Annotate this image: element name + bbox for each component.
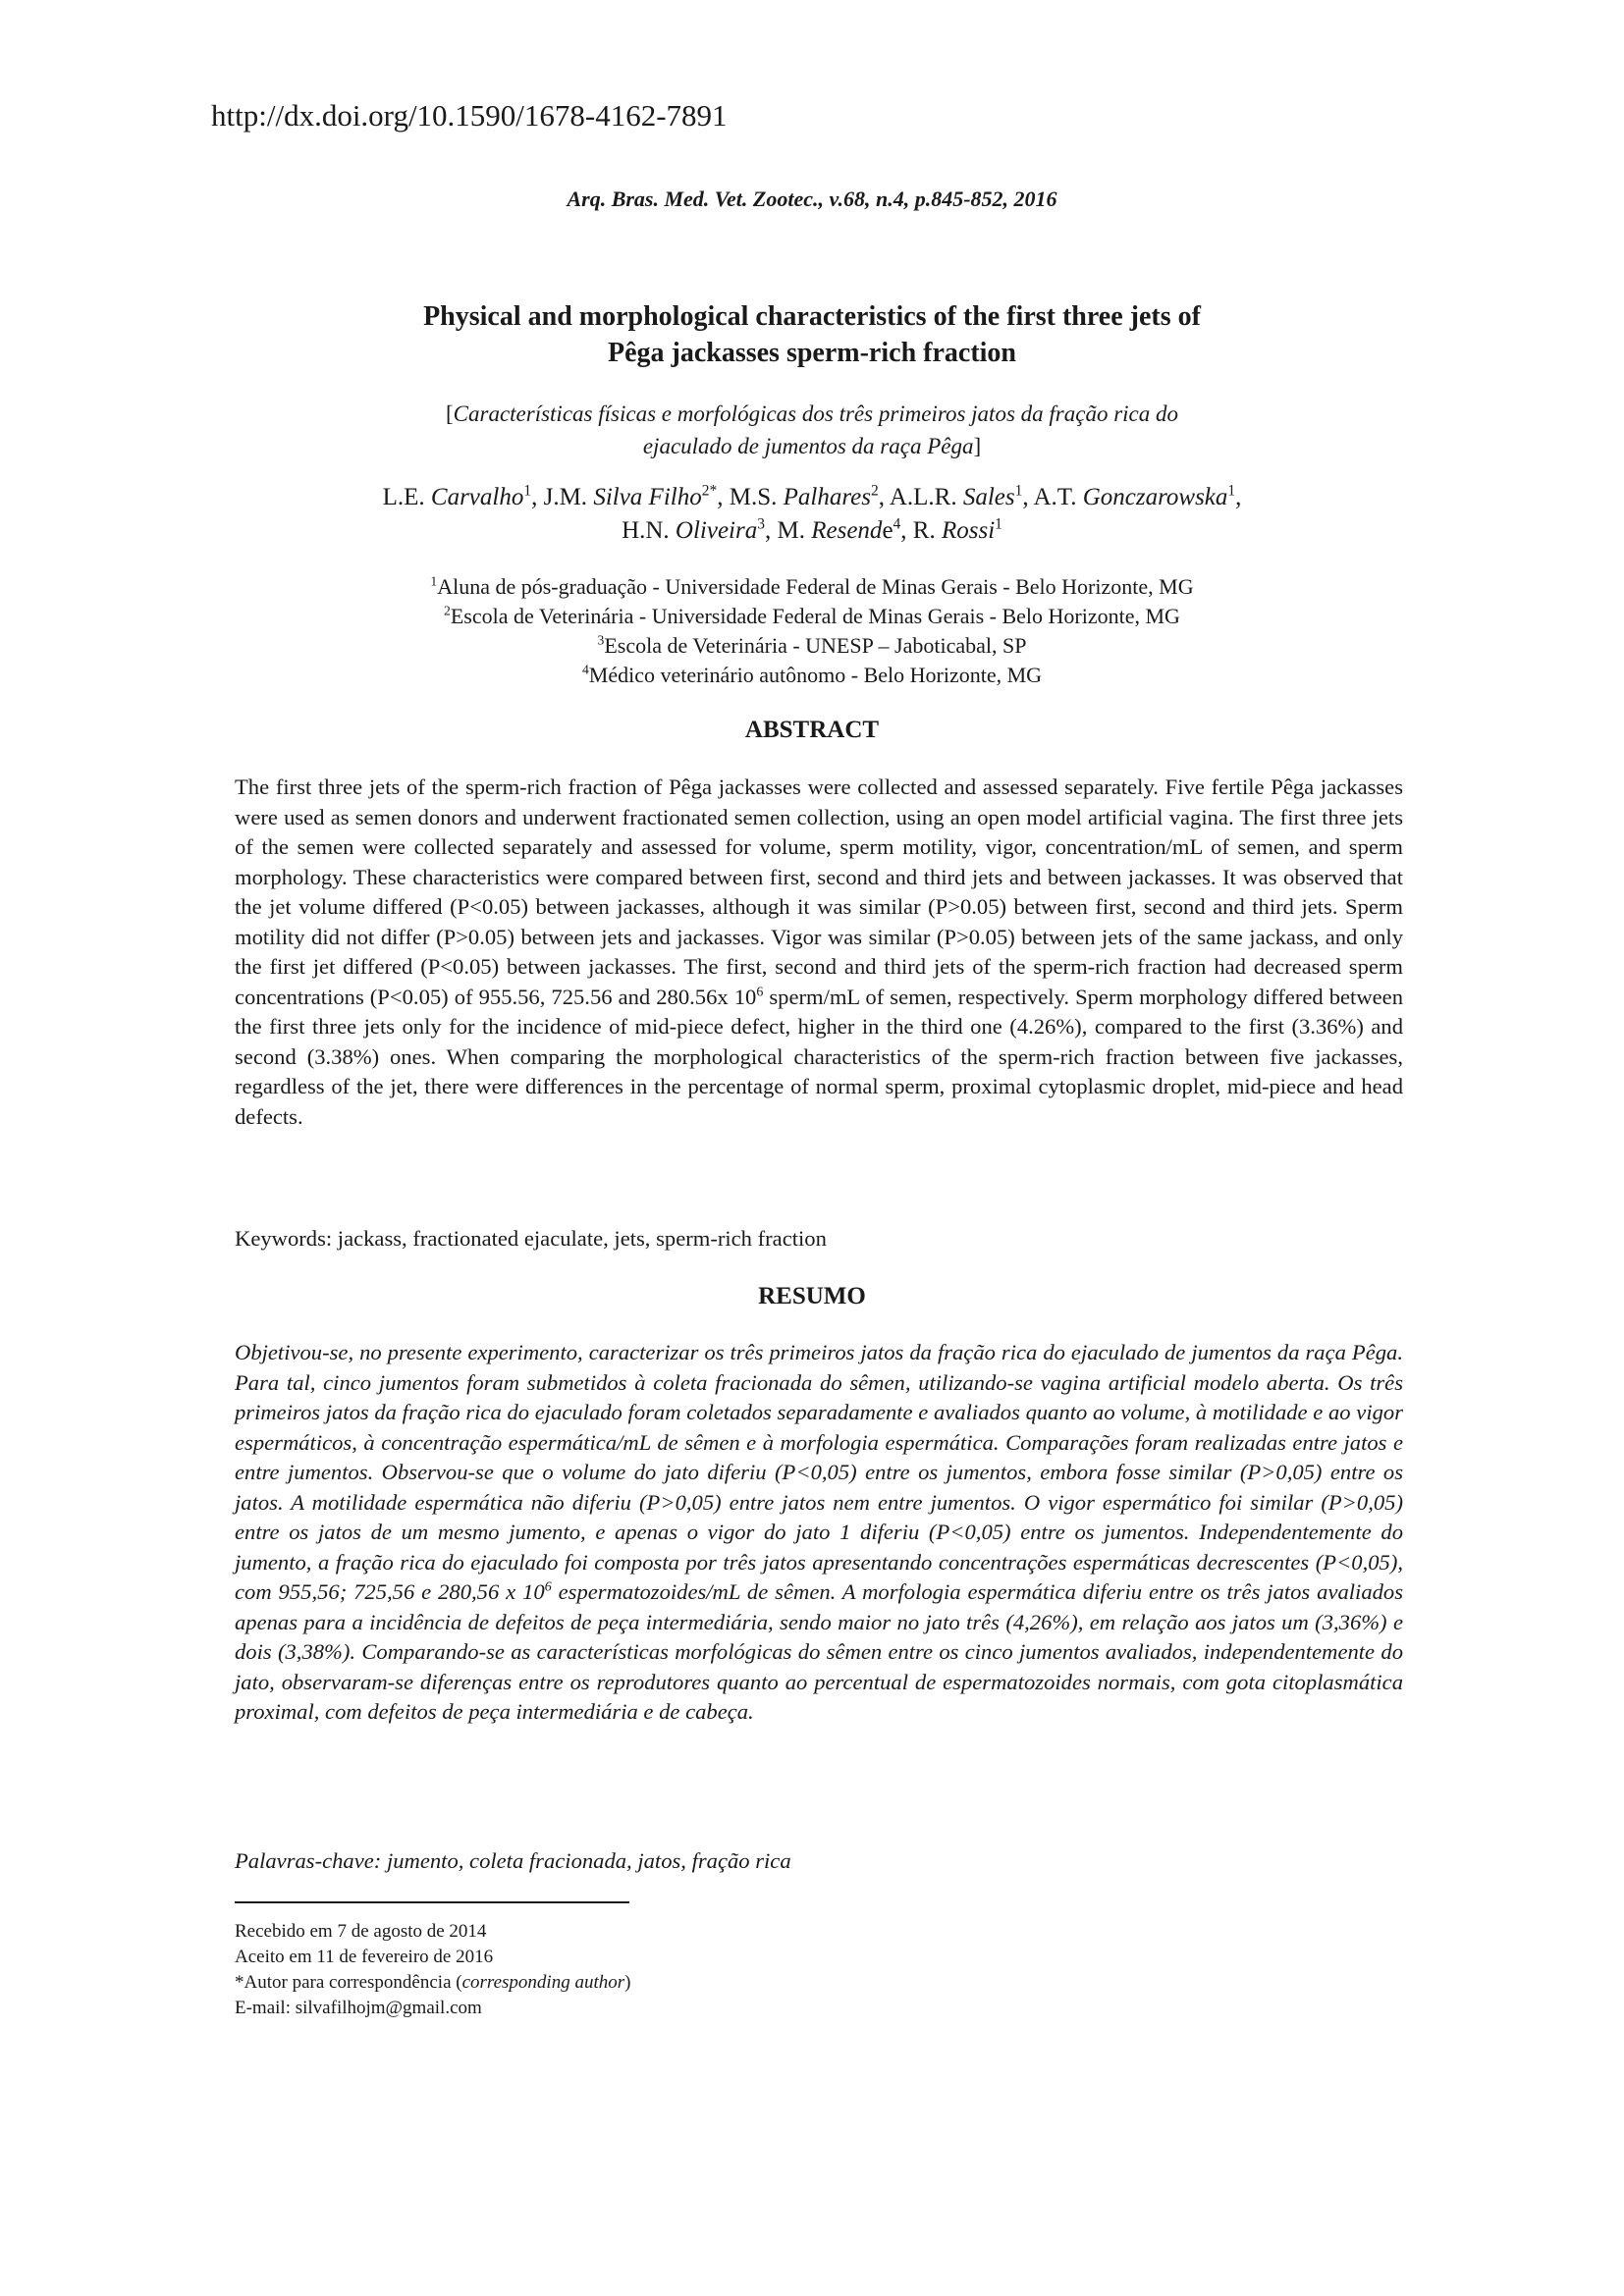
resumo-text: Objetivou-se, no presente experimento, caracterizar os três primeiros jatos da fração rica do ejaculado de jumentos da raça Pêga. Para tal, cinco jumentos foram submetidos à coleta fracionada do sêmen, utilizando-se vagina artificial modelo aberta. Os três primeiros jatos da fração rica do ejaculado foram coletados separadamente e avaliados quanto ao volume, à motilidade e ao vigor espermáticos, à concentração espermática/mL de sêmen e à morfologia espermática. Comparações foram realizadas entre jatos e entre jumentos. Observou-se que o volume do jato diferiu (P<0,05) entre os jumentos, embora fosse similar (P>0,05) entre os jatos. A motilidade espermática não diferiu (P>0,05) entre jatos nem entre jumentos. O vigor espermático foi similar (P>0,05) entre os jatos de um mesmo jumento, e apenas o vigor do jato 1 diferiu (P<0,05) entre os jumentos. Independentemente do jumento, a fração rica do ejaculado foi composta por três jatos apresentando concentrações espermáticas decrescentes (P<0,05), com 955,56; 725,56 e 280,56 x $10^6$ espermatozoides/mL de sêmen. A morfologia espermática diferiu entre os três jatos avaliados apenas para a incidência de defeitos de peça intermediária, sendo maior no jato três (4,26%), em relação aos jatos um (3,36%) e dois (3,38%). Comparando-se as características morfológicas do sêmen entre os cinco jumentos avaliados, independentemente do jato, observaram-se diferenças entre os reprodutores quanto ao percentual de espermatozoides normais, com gota citoplasmática proximal, com defeitos de peça intermediária e de cabeça. bbox=[235, 1340, 1404, 1724]
title-pt-line-2: ejaculado de jumentos da raça Pêga bbox=[642, 434, 974, 458]
affiliation-4: $^4$Médico veterinário autônomo - Belo Horizonte, MG bbox=[581, 662, 1043, 687]
author-line-1 bbox=[0, 481, 1624, 514]
abstract-heading: ABSTRACT bbox=[744, 717, 880, 743]
author: M. Resende$^4$, bbox=[777, 515, 913, 544]
received-date: Recebido em 7 de agosto de 2014 bbox=[235, 1921, 487, 1942]
accepted-date: Aceito em 11 de fevereiro de 2016 bbox=[235, 1947, 494, 1967]
affiliations bbox=[0, 572, 1624, 690]
author: A.T. Gonczarowska$^1$, bbox=[1033, 482, 1242, 510]
footnote-divider bbox=[235, 1901, 629, 1903]
abstract-keywords: Keywords: jackass, fractionated ejaculate, jets, sperm-rich fraction bbox=[235, 1226, 827, 1251]
author-list bbox=[0, 481, 1624, 548]
resumo-heading: RESUMO bbox=[758, 1283, 866, 1309]
corresponding-author-note: *Autor para correspondência (corresponding author) bbox=[235, 1972, 631, 1993]
journal-volume: , v.68, n.4, p.845-852, 2016 bbox=[818, 187, 1057, 211]
author: M.S. Palhares$^2$, bbox=[729, 482, 890, 510]
journal-name: Arq. Bras. Med. Vet. Zootec. bbox=[567, 187, 819, 211]
doi-link[interactable]: http://dx.doi.org/10.1590/1678-4162-7891 bbox=[211, 98, 728, 133]
title-line-2: Pêga jackasses sperm-rich fraction bbox=[607, 338, 1016, 368]
author: R. Rossi$^1$ bbox=[912, 515, 1002, 544]
resumo-keywords: Palavras-chave: jumento, coleta fracionada, jatos, fração rica bbox=[235, 1848, 791, 1873]
affiliation-3: $^3$Escola de Veterinária - UNESP – Jaboticabal, SP bbox=[597, 632, 1027, 658]
author: J.M. Silva Filho$^{2*}$, bbox=[543, 482, 730, 510]
title-pt-line-1: Características físicas e morfológicas dos três primeiros jatos da fração rica do bbox=[453, 401, 1178, 426]
author: L.E. Carvalho$^1$, bbox=[382, 482, 544, 510]
title-line-1: Physical and morphological characteristics of the first three jets of bbox=[423, 301, 1201, 332]
bracket-close: ] bbox=[973, 434, 982, 458]
author: A.L.R. Sales$^1$, bbox=[889, 482, 1034, 510]
author: H.N. Oliveira$^3$, bbox=[622, 515, 778, 544]
affiliation-2: $^2$Escola de Veterinária - Universidade Federal de Minas Gerais - Belo Horizonte, MG bbox=[444, 603, 1180, 628]
author-line-2 bbox=[0, 514, 1624, 548]
paper-title bbox=[0, 298, 1624, 371]
abstract-text: The first three jets of the sperm-rich fraction of Pêga jackasses were collected and assessed separately. Five fertile Pêga jackasses were used as semen donors and underwent fractionated semen collection, using an open model artificial vagina. The first three jets of the semen were collected separately and assessed for volume, sperm motility, vigor, concentration/mL of semen, and sperm morphology. These characteristics were compared between first, second and third jets and between jackasses. It was observed that the jet volume differed (P<0.05) between jackasses, although it was similar (P>0.05) between first, second and third jets. Sperm motility did not differ (P>0.05) between jets and jackasses. Vigor was similar (P>0.05) between jets of the same jackass, and only the first jet differed (P<0.05) between jackasses. The first, second and third jets of the sperm-rich fraction had decreased sperm concentrations (P<0.05) of 955.56, 725.56 and 280.56x $10^6$ sperm/mL of semen, respectively. Sperm morphology differed between the first three jets only for the incidence of mid-piece defect, higher in the third one (4.26%), compared to the first (3.36%) and second (3.38%) ones. When comparing the morphological characteristics of the sperm-rich fraction between five jackasses, regardless of the jet, there were differences in the percentage of normal sperm, proximal cytoplasmic droplet, mid-piece and head defects. bbox=[235, 774, 1403, 1129]
affiliation-1: $^1$Aluna de pós-graduação - Universidade Federal de Minas Gerais - Belo Horizonte, MG bbox=[430, 573, 1194, 599]
footnotes bbox=[235, 1919, 630, 2021]
email[interactable]: E-mail: silvafilhojm@gmail.com bbox=[235, 1998, 482, 2018]
paper-title-portuguese bbox=[0, 398, 1624, 462]
bracket-open: [ bbox=[445, 401, 454, 426]
journal-citation bbox=[0, 187, 1624, 212]
